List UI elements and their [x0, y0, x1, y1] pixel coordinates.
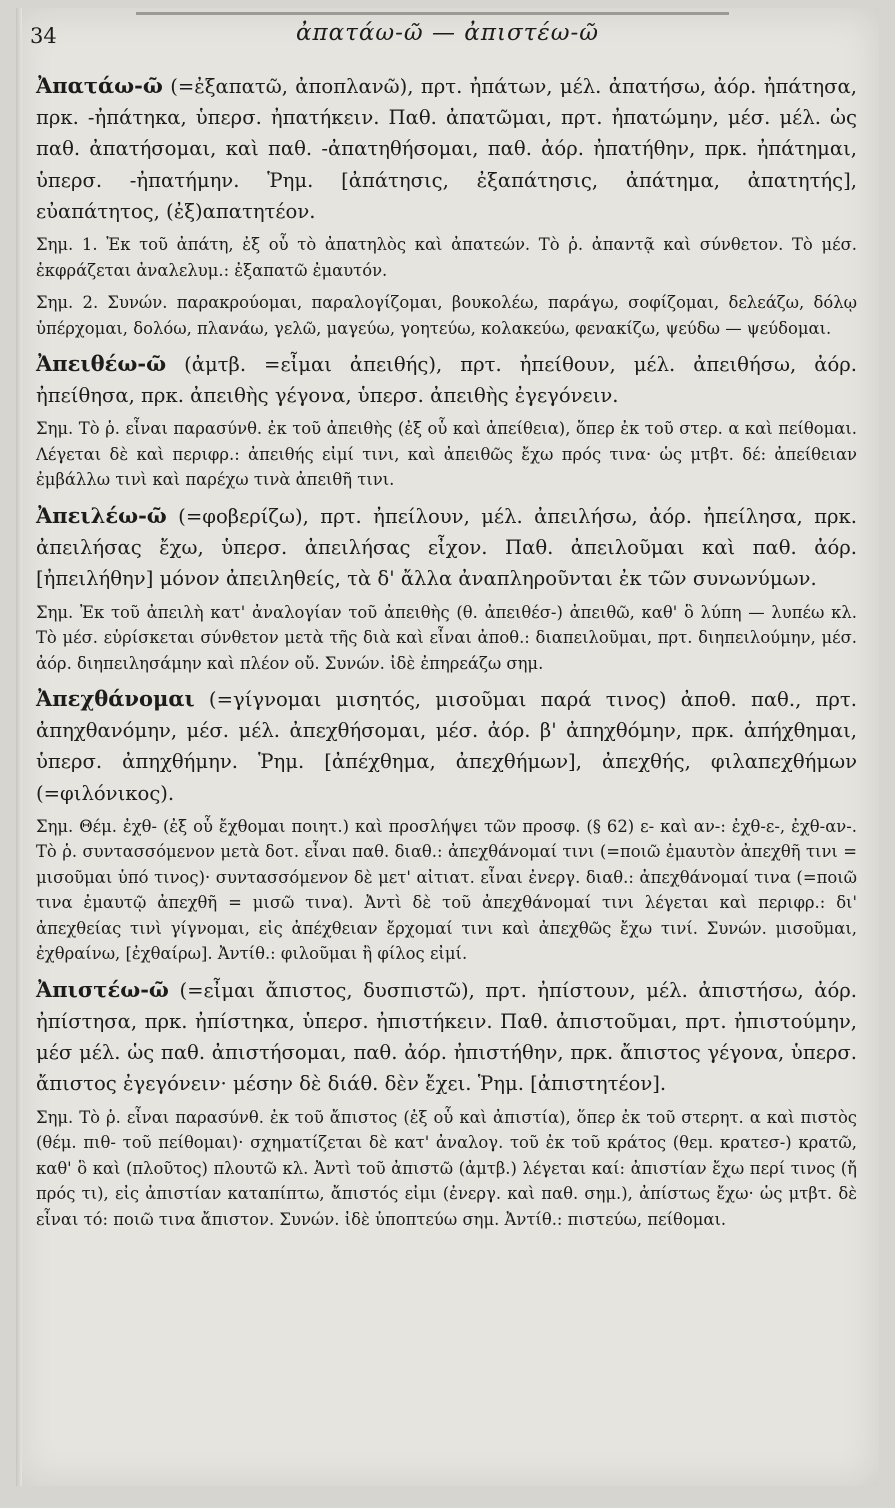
page-content	[36, 70, 857, 1239]
entry-apeitheo	[36, 348, 857, 411]
entry-text: (=ἐξαπατῶ, ἀποπλανῶ), πρτ. ἠπάτων, μέλ. ἀπατήσω, ἀόρ. ἠπάτησα, πρκ. -ἠπάτηκα, ὑπερσ. ἠπατήκειν. Παθ. ἀπατῶμαι, πρτ. ἠπατώμην, μέσ. μέλ. ὡς παθ. ἀπατήσομαι, καὶ παθ. -ἀπατηθήσομαι, παθ. ἀόρ. ἠπατήθην, πρκ. ἠπάτημαι, ὑπερσ. -ἠπατήμην. Ῥημ. [ἀπάτησις, ἐξαπάτησις, ἀπάτημα, ἀπατητής], εὐαπάτητος, (ἐξ)απατητέον.	[36, 75, 857, 223]
note: Σημ. Τὸ ῥ. εἶναι παρασύνθ. ἐκ τοῦ ἄπιστος (ἐξ οὗ καὶ ἀπιστία), ὅπερ ἐκ τοῦ στερητ. α καὶ πιστὸς (θέμ. πιθ- τοῦ πείθομαι)· σχηματίζεται δὲ κατ' ἀναλογ. τοῦ ἐκ τοῦ κράτος (θεμ. κρατεσ-) κρατῶ, καθ' ὃ καὶ (πλοῦτος) πλουτῶ κλ. Ἀντὶ τοῦ ἀπιστῶ (ἀμτβ.) λέγεται καί: ἀπιστίαν ἔχω περί τινος (ἤ πρός τι), εἰς ἀπιστίαν καταπίπτω, ἄπιστός εἰμι (ἐνεργ. καὶ παθ. σημ.), ἀπίστως ἔχω· ὡς μτβτ. δὲ εἶναι τό: ποιῶ τινα ἄπιστον. Συνών. ἰδὲ ὑποπτεύω σημ. Ἀντίθ.: πιστεύω, πείθομαι.	[36, 1107, 857, 1229]
dictionary-page	[16, 8, 879, 1486]
running-head: ἀπατάω-ῶ — ἀπιστέω-ῶ	[295, 20, 600, 46]
lemma: Ἀπεχθάνομαι	[36, 686, 195, 712]
entry-text: (=εἶμαι ἄπιστος, δυσπιστῶ), πρτ. ἠπίστουν, μέλ. ἀπιστήσω, ἀόρ. ἠπίστησα, πρκ. ἠπίστηκα, ὑπερσ. ἠπιστήκειν. Παθ. ἀπιστοῦμαι, πρτ. ἠπιστούμην, μέσ μέλ. ὡς παθ. ἀπιστήσομαι, παθ. ἀόρ. ἠπιστήθην, πρκ. ἄπιστος γέγονα, ὑπερσ. ἄπιστος ἐγεγόνειν· μέσην δὲ διάθ. δὲν ἔχει. Ῥημ. [ἀπιστητέον].	[36, 978, 857, 1096]
entry-apechthanomai	[36, 683, 857, 809]
note: Σημ. Θέμ. ἐχθ- (ἐξ οὗ ἔχθομαι ποιητ.) καὶ προσλήψει τῶν προσφ. (§ 62) ε- καὶ αν-: ἐχθ-ε-, ἐχθ-αν-. Τὸ ῥ. συντασσόμενον μετὰ δοτ. εἶναι παθ. διαθ.: ἀπεχθάνομαί τινι (=ποιῶ ἐμαυτὸν ἀπεχθῆ τινι = μισοῦμαι ὑπό τινος)· συντασσόμενον δὲ μετ' αἰτιατ. εἶναι ἐνεργ. διαθ.: ἀπεχθάνομαί τινα (=ποιῶ τινα ἐμαυτῷ ἀπεχθῆ = μισῶ τινα). Ἀντὶ δὲ τοῦ ἀπεχθάνομαί τινι λέγεται καὶ περιφρ.: δι' ἀπεχθείας τινὶ γίγνομαι, εἰς ἀπέχθειαν ἔρχομαί τινι καὶ ἀπεχθῶς ἔχω τινί. Συνών. μισοῦμαι, ἐχθραίνω, [ἐχθαίρω]. Ἀντίθ.: φιλοῦμαι ἢ φίλος εἰμί.	[36, 816, 857, 964]
entry-text: (ἀμτβ. =εἶμαι ἀπειθής), πρτ. ἠπείθουν, μέλ. ἀπειθήσω, ἀόρ. ἠπείθησα, πρκ. ἀπειθὴς γέγονα, ὑπερσ. ἀπειθὴς ἐγεγόνειν.	[36, 353, 858, 408]
lemma: Ἀπιστέω-ῶ	[36, 976, 169, 1002]
entry-apatao	[36, 70, 857, 227]
page-number: 34	[30, 24, 57, 48]
lemma: Ἀπατάω-ῶ	[36, 73, 163, 98]
entry-text: (=γίγνομαι μισητός, μισοῦμαι παρά τινος) ἀποθ. παθ., πρτ. ἀπηχθανόμην, μέσ. μέλ. ἀπεχθήσομαι, μέσ. ἀόρ. β' ἀπηχθόμην, πρκ. ἀπήχθημαι, ὑπερσ. ἀπηχθήμην. Ῥημ. [ἀπέχθημα, ἀπεχθήμων], ἀπεχθής, φιλαπεχθήμων (=φιλόνικος).	[36, 688, 857, 805]
entry-apisteo	[36, 974, 857, 1100]
entry-apeileo	[36, 500, 857, 595]
note: Σημ. Τὸ ῥ. εἶναι παρασύνθ. ἐκ τοῦ ἀπειθὴς (ἐξ οὗ καὶ ἀπείθεια), ὅπερ ἐκ τοῦ στερ. α καὶ πείθομαι. Λέγεται δὲ καὶ περιφρ.: ἀπειθής εἰμί τινι, καὶ ἀπειθῶς ἔχω πρός τινα· ὡς μτβτ. δέ: ἀπείθειαν ἐμβάλλω τινὶ καὶ παρέχω τινὰ ἀπειθῆ τινι.	[36, 419, 857, 490]
entry-text: (=φοβερίζω), πρτ. ἠπείλουν, μέλ. ἀπειλήσω, ἀόρ. ἠπείλησα, πρκ. ἀπειλήσας ἔχω, ὑπερσ. ἀπειλήσας εἶχον. Παθ. ἀπειλοῦμαι καὶ παθ. ἀόρ. [ἠπειλήθην] μόνον ἀπειληθείς, τὰ δ' ἄλλα ἀναπληροῦνται ἐκ τῶν συνωνύμων.	[36, 504, 857, 591]
lemma: Ἀπειθέω-ῶ	[36, 351, 167, 377]
note: Σημ. 2. Συνών. παρακρούομαι, παραλογίζομαι, βουκολέω, παράγω, σοφίζομαι, δελεάζω, δόλῳ ὑπέρχομαι, δολόω, πλανάω, γελῶ, μαγεύω, γοητεύω, κολακεύω, φενακίζω, ψεύδω — ψεύδομαι.	[36, 293, 857, 338]
page-edge	[16, 8, 22, 1486]
top-rule	[136, 12, 729, 15]
lemma: Ἀπειλέω-ῶ	[36, 502, 167, 528]
note: Σημ. Ἐκ τοῦ ἀπειλὴ κατ' ἀναλογίαν τοῦ ἀπειθὴς (θ. ἀπειθέσ-) ἀπειθῶ, καθ' ὃ λύπη — λυπέω κλ. Τὸ μέσ. εὑρίσκεται σύνθετον μετὰ τῆς διὰ καὶ εἶναι ἀποθ.: διαπειλοῦμαι, πρτ. διηπειλούμην, μέσ. ἀόρ. διηπειλησάμην καὶ πλέον οὔ. Συνών. ἰδὲ ἐπηρεάζω σημ.	[36, 602, 857, 673]
note: Σημ. 1. Ἐκ τοῦ ἀπάτη, ἐξ οὗ τὸ ἀπατηλὸς καὶ ἀπατεών. Τὸ ῥ. ἀπαντᾷ καὶ σύνθετον. Τὸ μέσ. ἐκφράζεται ἀναλελυμ.: ἐξαπατῶ ἐμαυτόν.	[36, 235, 857, 280]
